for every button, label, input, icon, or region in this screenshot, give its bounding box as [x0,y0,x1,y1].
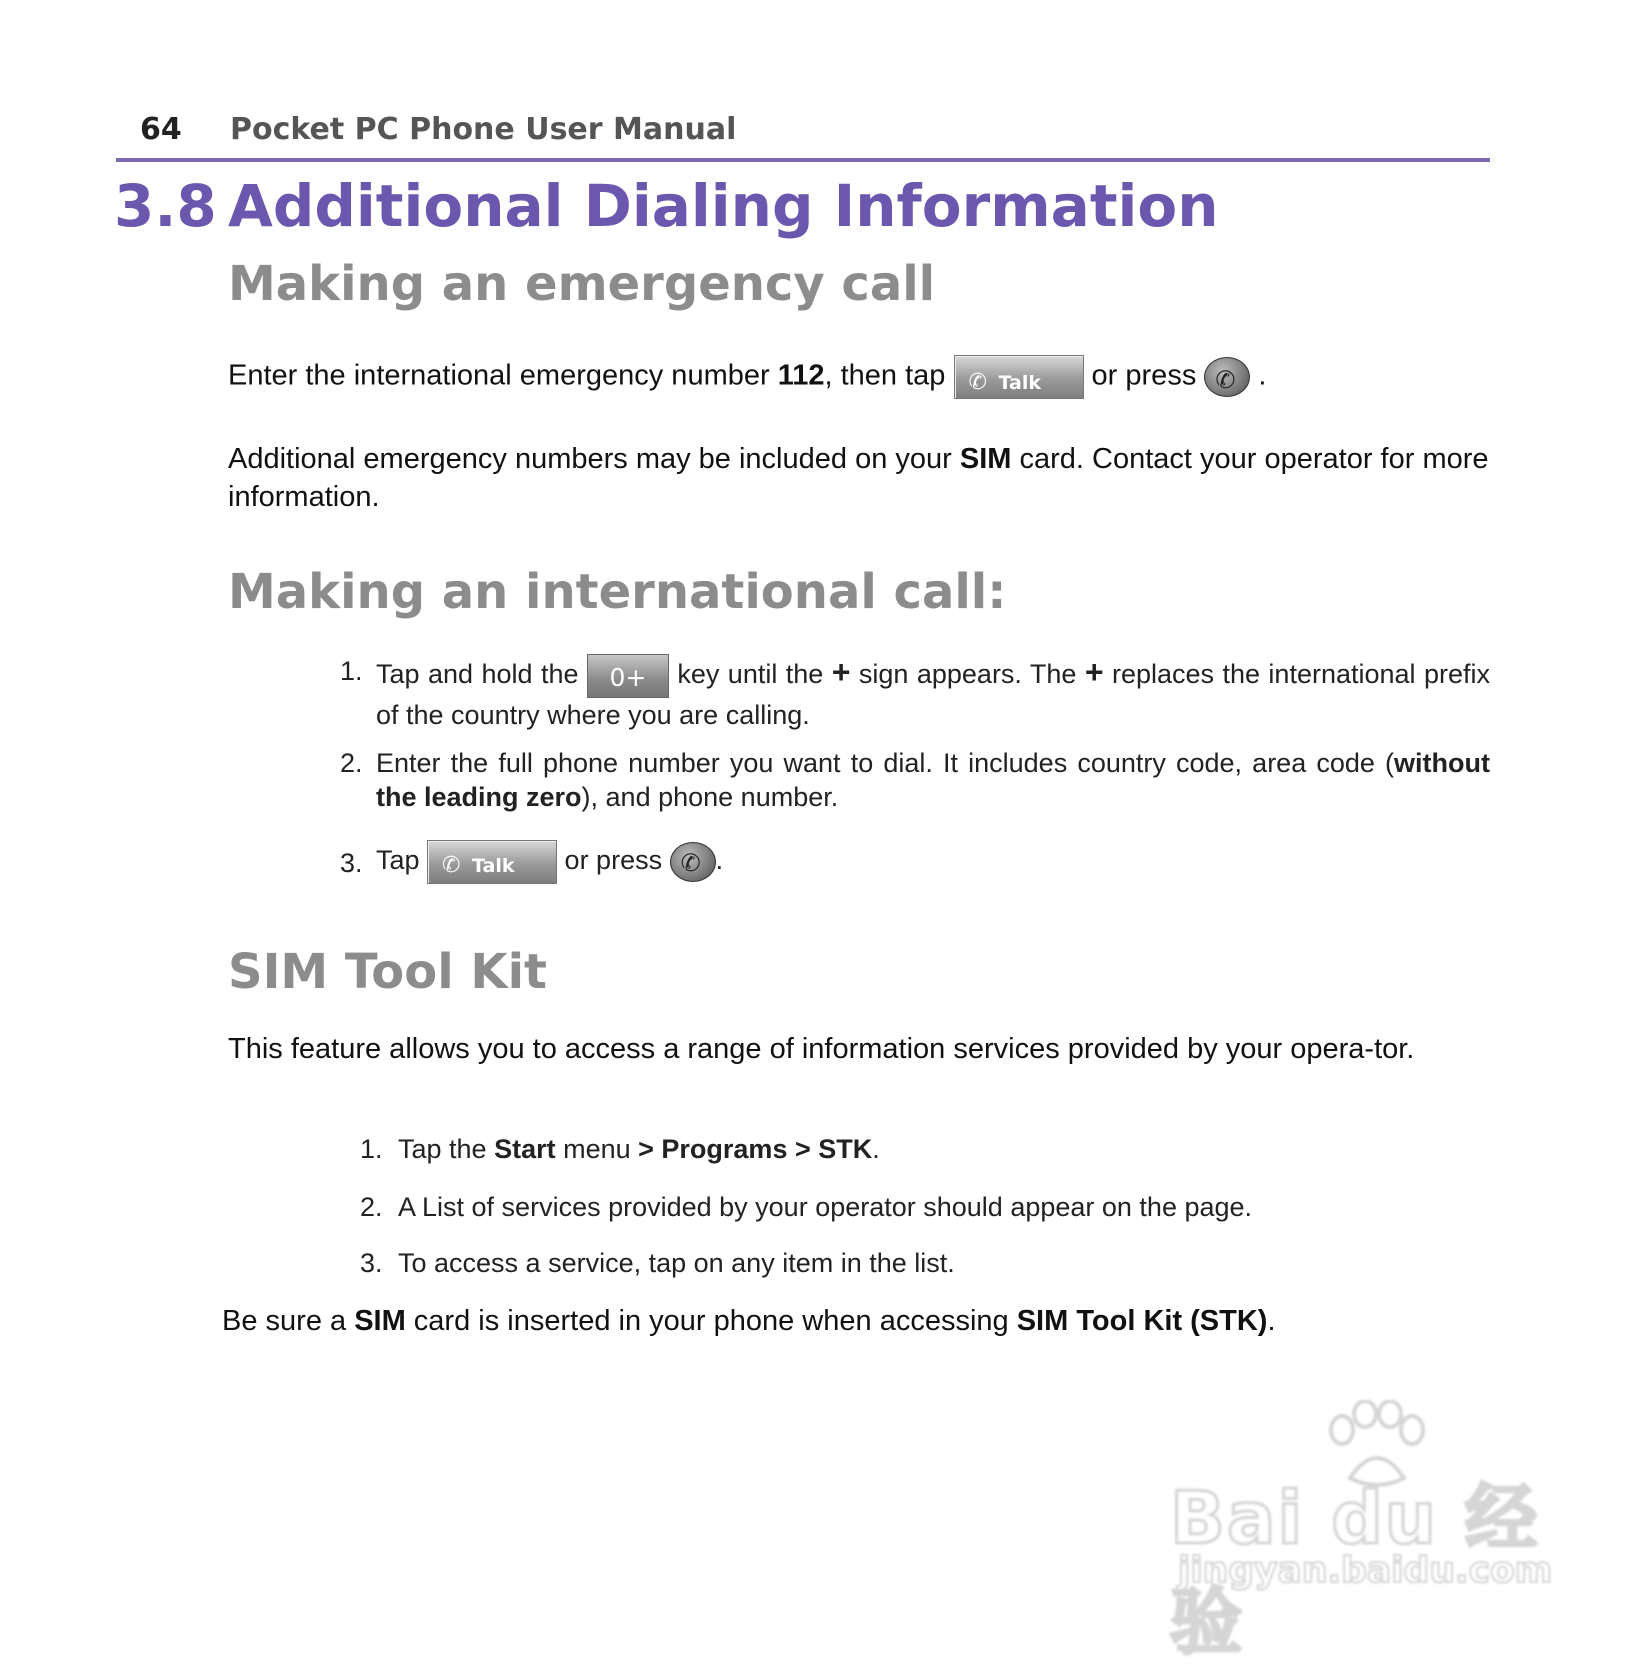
talk-label: Talk [472,855,515,877]
text: Tap the [398,1134,495,1164]
stk-term: SIM Tool Kit (STK) [1016,1305,1268,1337]
text: card. Contact your operator for more information. [228,443,1489,513]
zero-plus-key-image [587,654,669,698]
text: Enter the full phone number you want to dial. It includes country code, area code ( [376,748,1395,778]
step-text [376,840,723,884]
watermark-url: jingyan.baidu.com [1178,1550,1553,1591]
emergency-paragraph-2 [228,440,1490,516]
stk-step-3 [360,1246,955,1280]
step-number: 1. [340,656,363,686]
chapter-title [114,172,1219,240]
watermark-logo: Bai du 经验 [1170,1476,1540,1664]
emergency-heading: Making an emergency call [228,256,936,312]
start-menu-term: Start [494,1134,556,1164]
stk-heading: SIM Tool Kit [228,944,547,1000]
step-text [376,746,1490,814]
step-text: To access a service, tap on any item in the list. [398,1248,955,1278]
chapter-title-text: Additional Dialing Information [228,172,1219,240]
chapter-number: 3.8 [114,172,217,240]
talk-label: Talk [998,372,1041,394]
text: or press [557,845,670,876]
step-text [376,654,1490,732]
step-text: A List of services provided by your operator should appear on the page. [398,1192,1253,1222]
text: sign appears. The [850,659,1085,690]
text: . [1267,1305,1276,1337]
stk-intro: This feature allows you to access a range of information services provided by your opera-tor. [228,1033,1415,1065]
phone-handset-icon: ✆ [1215,367,1236,394]
text: Enter the international emergency number [228,359,778,392]
send-key-icon [670,842,716,882]
plus-sign: + [1084,654,1104,691]
text: ), and phone number. [581,782,839,812]
stk-step-2 [360,1190,1252,1224]
step-number: 2. [340,748,363,778]
step-number: 3. [360,1248,383,1278]
international-step-1 [340,654,1490,732]
phone-handset-icon: ✆ [968,369,987,394]
zero-key-label: 0+ [609,663,647,692]
step-number: 2. [360,1192,383,1222]
text: . [1250,359,1267,392]
step-number: 1. [360,1134,383,1164]
text: , then tap [824,359,954,392]
send-key-icon [1204,357,1250,397]
text: menu [555,1134,639,1164]
international-heading: Making an international call: [228,564,1007,620]
international-step-3 [340,840,723,884]
text: Additional emergency numbers may be included on your [228,443,960,475]
text: . [872,1134,880,1164]
stk-note [222,1302,1276,1340]
international-step-2 [340,746,1490,814]
talk-button-image [954,355,1084,399]
text: Be sure a [222,1305,355,1337]
emergency-paragraph-1 [228,355,1267,399]
header-rule [116,158,1490,162]
text: . [715,845,724,876]
running-title: Pocket PC Phone User Manual [230,112,737,147]
text: card is inserted in your phone when accessing [405,1305,1017,1337]
talk-button-image [427,840,557,884]
menu-path: > Programs > STK [638,1134,873,1164]
sim-term: SIM [354,1305,406,1337]
phone-handset-icon: ✆ [442,852,461,877]
stk-step-1 [360,1132,880,1166]
emergency-number: 112 [777,359,825,392]
text: key until the [668,659,832,690]
page-number: 64 [140,112,182,147]
text: replaces the international prefix of the country where you are calling. [376,659,1490,730]
step-number: 3. [340,848,363,878]
bold-text: without the leading zero [376,748,1490,812]
step-text [398,1132,880,1166]
text: Tap and hold the [376,659,587,690]
sim-term: SIM [959,443,1012,475]
text: Tap [376,845,428,876]
phone-handset-icon: ✆ [680,850,701,877]
baidu-watermark [1170,1400,1553,1664]
plus-sign: + [831,654,851,691]
text: or press [1083,359,1205,392]
